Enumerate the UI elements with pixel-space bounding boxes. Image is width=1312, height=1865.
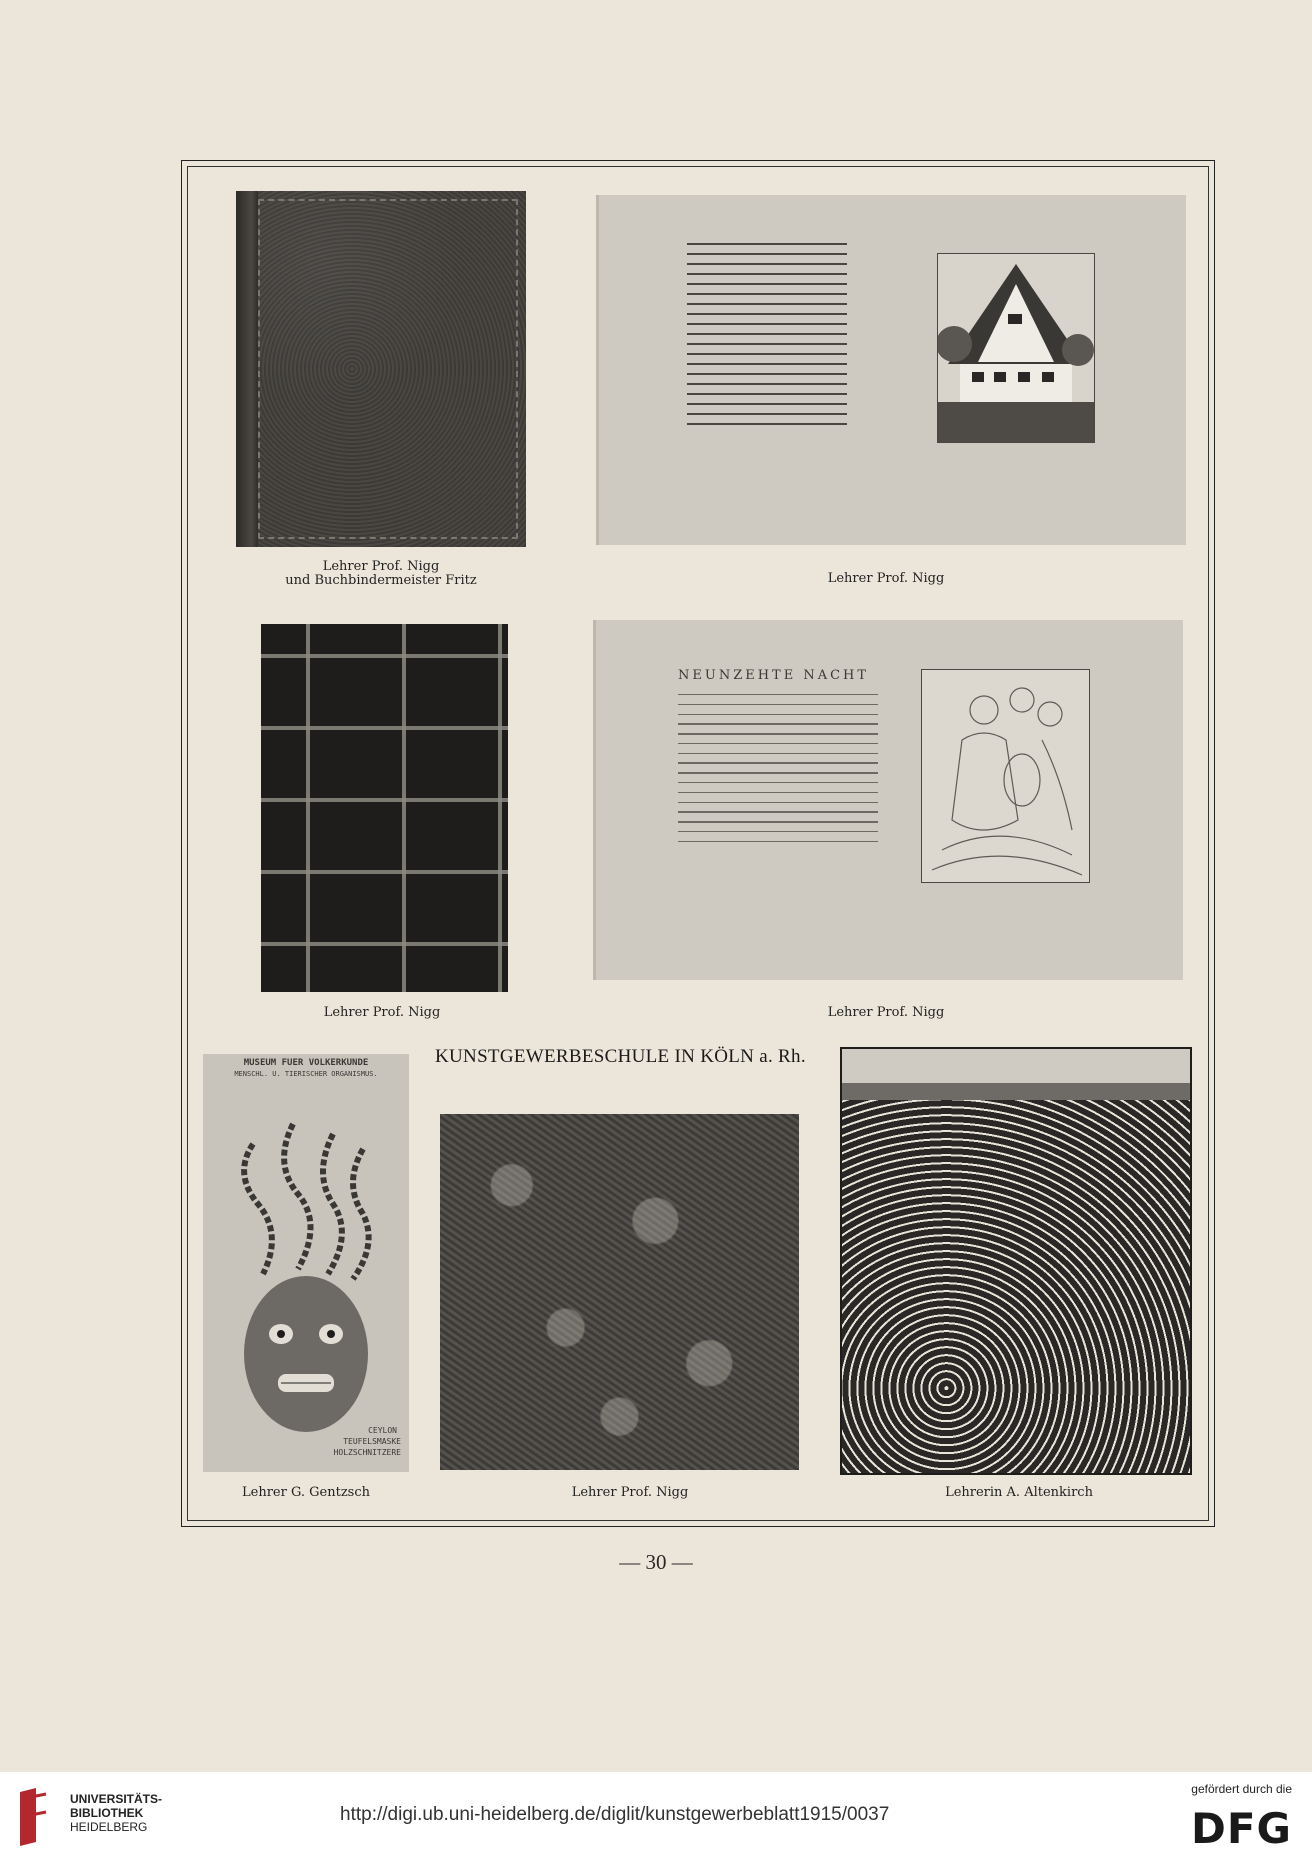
caption-line-2: und Buchbindermeister Fritz (285, 573, 477, 588)
text-page-fraktur (596, 195, 1186, 545)
library-logo-icon (16, 1786, 52, 1846)
mask-label-ceylon: CEYLON (368, 1426, 397, 1435)
digitization-footer (0, 1772, 1312, 1865)
house-drawing (938, 254, 1094, 442)
musicians-illustration (921, 669, 1090, 883)
permalink-url[interactable]: http://digi.ub.uni-heidelberg.de/diglit/kunstgewerbeblatt1915/0037 (340, 1804, 890, 1825)
caption-book-cover-1 (236, 560, 526, 588)
caption-text-page-1: Lehrer Prof. Nigg (827, 571, 945, 586)
caption-text-page-2: Lehrer Prof. Nigg (827, 1005, 945, 1020)
dfg-logo: DFG (1190, 1804, 1292, 1853)
funded-by-text: gefördert durch die (1191, 1782, 1292, 1796)
library-line-2: BIBLIOTHEK (70, 1806, 144, 1820)
house-illustration (937, 253, 1095, 443)
cross-pattern (261, 624, 508, 992)
mask-study-card (203, 1054, 409, 1472)
library-line-3: HEIDELBERG (70, 1820, 148, 1834)
mask-label-teufelsmaske: TEUFELSMASKE (343, 1437, 401, 1446)
caption-line-1: Lehrer Prof. Nigg (322, 559, 440, 574)
mask-label-holzschnitzere: HOLZSCHNITZERE (333, 1448, 401, 1457)
fraktur-text-block (687, 243, 847, 433)
leather-book-cover (236, 191, 526, 547)
roman-text-block (678, 694, 878, 851)
caption-book-cover-2: Lehrer Prof. Nigg (323, 1005, 441, 1020)
musicians-drawing (922, 670, 1089, 882)
floral-wood-carving (440, 1114, 799, 1470)
caption-mask: Lehrer G. Gentzsch (242, 1485, 370, 1500)
library-name (70, 1792, 162, 1834)
daisy-field-picture (840, 1047, 1192, 1475)
caption-flower-field: Lehrerin A. Altenkirch (945, 1485, 1093, 1500)
page-title-neunzehte-nacht: NEUNZEHTE NACHT (678, 668, 870, 683)
library-line-1: UNIVERSITÄTS- (70, 1792, 163, 1806)
school-heading: KUNSTGEWERBESCHULE IN KÖLN a. Rh. (435, 1046, 806, 1067)
museum-label-2: MENSCHL. U. TIERISCHER ORGANISMUS. (234, 1070, 378, 1078)
museum-label-1: MUSEUM FUER VOLKERKUNDE (243, 1058, 369, 1068)
text-page-roman (593, 620, 1183, 980)
stitched-border (258, 199, 518, 539)
book-spine (236, 191, 258, 547)
demon-mask-drawing (203, 1054, 409, 1472)
patterned-book-cover (261, 624, 508, 992)
caption-carving: Lehrer Prof. Nigg (571, 1485, 689, 1500)
page-number: — 30 — (619, 1550, 693, 1574)
